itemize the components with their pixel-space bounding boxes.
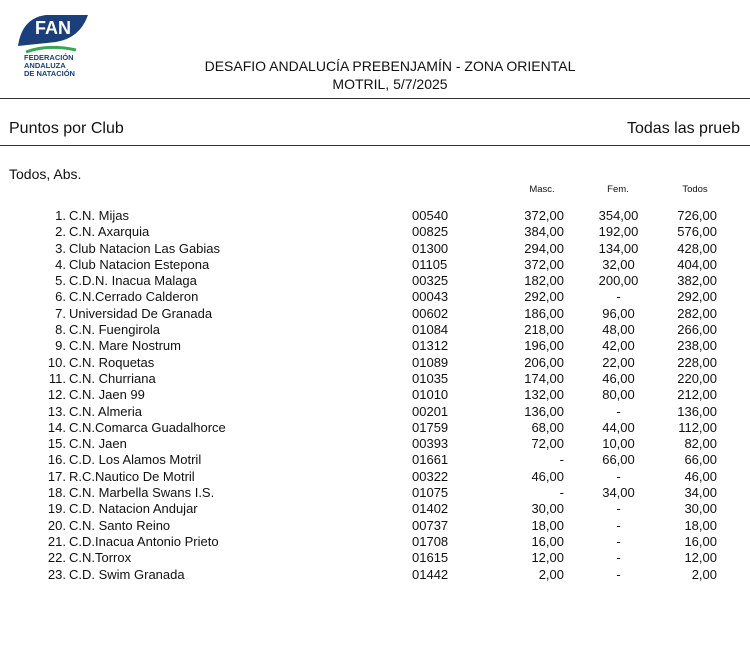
rank-cell: 6. xyxy=(55,289,66,305)
total-points-cell: 16,00 xyxy=(684,533,717,549)
table-row xyxy=(0,501,750,517)
total-points-cell: 220,00 xyxy=(677,370,717,386)
club-name-cell: C.D. Los Alamos Motril xyxy=(69,452,202,468)
table-row xyxy=(0,469,750,485)
fem-points-cell: 134,00 xyxy=(598,240,639,256)
filter-label: Todos, Abs. xyxy=(9,166,82,182)
total-points-cell: 34,00 xyxy=(684,485,717,501)
table-row xyxy=(0,224,750,240)
logo-line: ANDALUZA xyxy=(24,61,66,70)
page-title: DESAFIO ANDALUCÍA PREBENJAMÍN - ZONA ORIENTAL xyxy=(204,58,576,74)
table-row xyxy=(0,289,750,305)
fem-points-cell: 200,00 xyxy=(598,273,639,289)
total-points-cell: 228,00 xyxy=(677,354,717,370)
club-name-cell: C.D.N. Inacua Malaga xyxy=(69,273,197,289)
masc-points-cell: 372,00 xyxy=(524,256,564,272)
masc-points-cell: 72,00 xyxy=(531,436,564,452)
masc-points-cell: 384,00 xyxy=(524,224,564,240)
section-scope: Todas las prueb xyxy=(627,120,740,137)
total-points-cell: 576,00 xyxy=(677,224,717,240)
club-code-cell: 00825 xyxy=(412,224,449,240)
masc-points-cell: 68,00 xyxy=(531,419,564,435)
total-points-cell: 66,00 xyxy=(684,452,717,468)
masc-points-cell: 292,00 xyxy=(524,289,564,305)
club-code-cell: 01010 xyxy=(412,387,449,403)
fem-points-cell: - xyxy=(616,403,621,419)
fem-points-cell: 80,00 xyxy=(602,387,635,403)
table-row xyxy=(0,567,750,583)
table-row xyxy=(0,241,750,257)
club-name-cell: C.N.Comarca Guadalhorce xyxy=(69,419,226,435)
fem-points-cell: 48,00 xyxy=(602,322,635,338)
club-code-cell: 00201 xyxy=(412,403,449,419)
table-row xyxy=(0,322,750,338)
masc-points-cell: 18,00 xyxy=(531,517,564,533)
total-points-cell: 18,00 xyxy=(684,517,717,533)
total-points-cell: 46,00 xyxy=(684,468,717,484)
table-row xyxy=(0,534,750,550)
masc-points-cell: 30,00 xyxy=(531,501,564,517)
divider xyxy=(0,98,750,99)
fem-points-cell: 32,00 xyxy=(602,256,635,272)
fem-points-cell: 34,00 xyxy=(602,485,635,501)
logo-line: FEDERACIÓN xyxy=(24,53,74,62)
club-name-cell: C.N. Marbella Swans I.S. xyxy=(69,485,215,501)
table-row xyxy=(0,273,750,289)
page-subtitle: MOTRIL, 5/7/2025 xyxy=(332,76,448,92)
rank-cell: 11. xyxy=(48,370,66,386)
club-points-table xyxy=(0,208,750,583)
table-row xyxy=(0,208,750,224)
rank-cell: 9. xyxy=(55,338,66,354)
rank-cell: 8. xyxy=(55,322,66,338)
club-code-cell: 01759 xyxy=(412,419,449,435)
club-code-cell: 01089 xyxy=(412,354,449,370)
table-row xyxy=(0,355,750,371)
logo-line: DE NATACIÓN xyxy=(24,69,75,78)
club-name-cell: C.N. Mare Nostrum xyxy=(69,338,181,354)
masc-points-cell: - xyxy=(559,452,564,468)
masc-points-cell: 46,00 xyxy=(531,468,564,484)
rank-cell: 20. xyxy=(47,517,66,533)
column-header-fem: Fem. xyxy=(607,184,629,195)
rank-cell: 2. xyxy=(55,224,66,240)
masc-points-cell: 16,00 xyxy=(531,533,564,549)
club-name-cell: C.N. Roquetas xyxy=(69,354,155,370)
table-row xyxy=(0,371,750,387)
logo-wordmark: FAN xyxy=(35,18,71,38)
total-points-cell: 112,00 xyxy=(678,419,717,435)
column-header-masc: Masc. xyxy=(529,184,555,195)
club-name-cell: C.N. Santo Reino xyxy=(69,517,171,533)
club-name-cell: C.D.Inacua Antonio Prieto xyxy=(69,533,219,549)
total-points-cell: 382,00 xyxy=(677,273,717,289)
club-code-cell: 01708 xyxy=(412,533,449,549)
rank-cell: 17. xyxy=(47,468,66,484)
total-points-cell: 292,00 xyxy=(677,289,717,305)
masc-points-cell: 196,00 xyxy=(524,338,564,354)
club-name-cell: C.D. Natacion Andujar xyxy=(69,501,198,517)
club-name-cell: C.N.Cerrado Calderon xyxy=(69,289,199,305)
total-points-cell: 82,00 xyxy=(684,436,717,452)
table-row xyxy=(0,306,750,322)
masc-points-cell: 372,00 xyxy=(524,208,564,223)
club-name-cell: C.D. Swim Granada xyxy=(69,566,185,582)
rank-cell: 3. xyxy=(55,240,66,256)
fem-points-cell: 42,00 xyxy=(602,338,635,354)
fem-points-cell: 22,00 xyxy=(602,354,635,370)
club-code-cell: 01300 xyxy=(412,240,449,256)
masc-points-cell: 182,00 xyxy=(524,273,564,289)
club-code-cell: 01035 xyxy=(412,370,449,386)
club-code-cell: 01105 xyxy=(412,256,448,272)
total-points-cell: 428,00 xyxy=(677,240,717,256)
rank-cell: 22. xyxy=(47,550,66,566)
masc-points-cell: 174,00 xyxy=(524,370,564,386)
club-name-cell: C.N. Jaen xyxy=(69,436,127,452)
divider xyxy=(0,145,750,146)
club-code-cell: 00322 xyxy=(412,468,449,484)
table-row xyxy=(0,387,750,403)
club-name-cell: Universidad De Granada xyxy=(69,305,213,321)
club-code-cell: 01442 xyxy=(412,566,449,582)
total-points-cell: 282,00 xyxy=(677,305,717,321)
fem-points-cell: 354,00 xyxy=(598,208,639,223)
total-points-cell: 2,00 xyxy=(691,566,717,582)
rank-cell: 19. xyxy=(47,501,66,517)
masc-points-cell: 12,00 xyxy=(531,550,564,566)
total-points-cell: 30,00 xyxy=(684,501,717,517)
table-row xyxy=(0,550,750,566)
table-row xyxy=(0,404,750,420)
fem-points-cell: 44,00 xyxy=(602,419,635,435)
total-points-cell: 404,00 xyxy=(677,256,717,272)
fem-points-cell: - xyxy=(616,501,621,517)
club-name-cell: C.N. Jaen 99 xyxy=(69,387,145,403)
column-header-todos: Todos xyxy=(682,184,708,195)
club-code-cell: 00393 xyxy=(412,436,449,452)
table-row xyxy=(0,436,750,452)
rank-cell: 21. xyxy=(47,533,66,549)
rank-cell: 23. xyxy=(47,566,66,582)
total-points-cell: 726,00 xyxy=(677,208,717,223)
club-name-cell: C.N. Axarquia xyxy=(69,224,150,240)
total-points-cell: 266,00 xyxy=(677,322,717,338)
total-points-cell: 136,00 xyxy=(677,403,717,419)
club-name-cell: Club Natacion Las Gabias xyxy=(69,240,221,256)
total-points-cell: 12,00 xyxy=(684,550,717,566)
club-code-cell: 01661 xyxy=(412,452,449,468)
club-name-cell: C.N.Torrox xyxy=(69,550,132,566)
masc-points-cell: 218,00 xyxy=(524,322,564,338)
fem-points-cell: - xyxy=(616,289,621,305)
club-code-cell: 01312 xyxy=(412,338,449,354)
club-code-cell: 01402 xyxy=(412,501,449,517)
rank-cell: 7. xyxy=(55,305,66,321)
club-code-cell: 01075 xyxy=(412,485,449,501)
fem-points-cell: - xyxy=(616,533,621,549)
table-row xyxy=(0,257,750,273)
masc-points-cell: 2,00 xyxy=(538,566,564,582)
club-code-cell: 00540 xyxy=(412,208,449,223)
masc-points-cell: 136,00 xyxy=(524,403,564,419)
fem-points-cell: - xyxy=(616,517,621,533)
total-points-cell: 212,00 xyxy=(677,387,717,403)
rank-cell: 14. xyxy=(47,419,66,435)
rank-cell: 5. xyxy=(55,273,66,289)
rank-cell: 18. xyxy=(47,485,66,501)
club-name-cell: C.N. Fuengirola xyxy=(69,322,161,338)
club-code-cell: 00043 xyxy=(412,289,449,305)
fem-points-cell: - xyxy=(616,566,621,582)
club-name-cell: C.N. Mijas xyxy=(69,208,129,223)
club-code-cell: 00602 xyxy=(412,305,449,321)
club-code-cell: 01615 xyxy=(412,550,449,566)
fan-logo-icon xyxy=(16,12,90,56)
rank-cell: 12. xyxy=(47,387,66,403)
masc-points-cell: 186,00 xyxy=(524,305,564,321)
club-name-cell: R.C.Nautico De Motril xyxy=(69,468,195,484)
table-row xyxy=(0,485,750,501)
rank-cell: 10. xyxy=(47,354,66,370)
fem-points-cell: 66,00 xyxy=(602,452,635,468)
club-name-cell: Club Natacion Estepona xyxy=(69,256,210,272)
total-points-cell: 238,00 xyxy=(677,338,717,354)
club-code-cell: 01084 xyxy=(412,322,449,338)
club-name-cell: C.N. Almeria xyxy=(69,403,142,419)
rank-cell: 16. xyxy=(47,452,66,468)
rank-cell: 1. xyxy=(55,208,66,223)
fem-points-cell: - xyxy=(616,468,621,484)
fem-points-cell: 10,00 xyxy=(602,436,635,452)
club-code-cell: 00325 xyxy=(412,273,449,289)
table-row xyxy=(0,420,750,436)
table-row xyxy=(0,518,750,534)
table-row xyxy=(0,338,750,354)
masc-points-cell: - xyxy=(559,485,564,501)
masc-points-cell: 132,00 xyxy=(524,387,564,403)
club-name-cell: C.N. Churriana xyxy=(69,370,156,386)
club-code-cell: 00737 xyxy=(412,517,449,533)
section-title: Puntos por Club xyxy=(9,120,124,137)
fem-points-cell: - xyxy=(616,550,621,566)
masc-points-cell: 206,00 xyxy=(524,354,564,370)
rank-cell: 13. xyxy=(47,403,66,419)
rank-cell: 4. xyxy=(55,256,66,272)
rank-cell: 15. xyxy=(47,436,66,452)
fem-points-cell: 192,00 xyxy=(598,224,639,240)
fem-points-cell: 96,00 xyxy=(602,305,635,321)
table-row xyxy=(0,452,750,468)
masc-points-cell: 294,00 xyxy=(524,240,564,256)
fem-points-cell: 46,00 xyxy=(602,370,635,386)
